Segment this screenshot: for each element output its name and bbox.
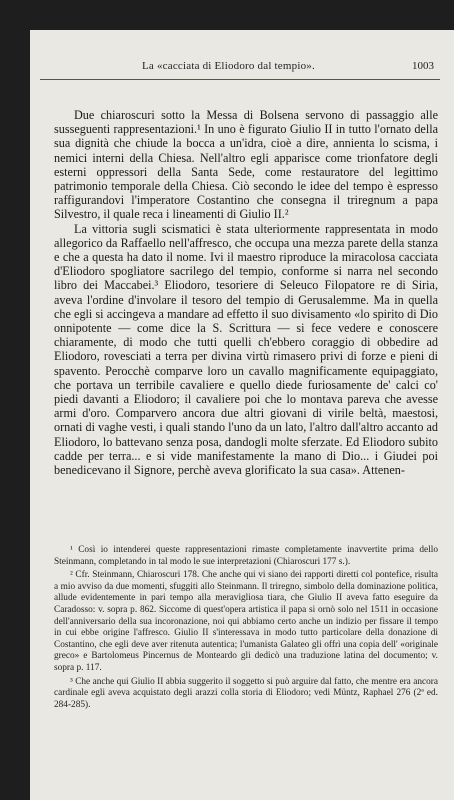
page-number: 1003 bbox=[412, 60, 434, 72]
body-paragraph: Due chiaroscuri sotto la Messa di Bolsena servono di passaggio alle susseguenti rappresentazioni.¹ In uno è figurato Giulio II in tutto l'ornato della sua dignità che chiude la bocca a un'idra, cioè a dire, annienta lo scisma, i nemici interni della Chiesa. Nell'altro egli apparisce come trionfatore degli esterni oppressori della Santa Sede, come restauratore del legittimo patrimonio temporale della Chiesa. Ciò secondo le idee del tempo è espresso raffigurandovi l'imperatore Costantino che consegna il triregnum a papa Silvestro, il quale reca i lineamenti di Giulio II.² bbox=[54, 108, 438, 222]
footnote: ¹ Così io intenderei queste rappresentazioni rimaste completamente inavvertite prima dello Steinmann, completando in tal modo le sue interpretazioni (Chiaroscuri 177 s.). bbox=[54, 545, 438, 567]
footnote: ² Cfr. Steinmann, Chiaroscuri 178. Che anche qui vi siano dei rapporti diretti col pontefice, risulta a mio avviso da due momenti, sfuggiti allo Steinmann. Il triregno, simbolo della dominazione politica, allude evidentemente in pari tempo alla meravigliosa tiara, che Giulio II aveva fatto eseguire da Caradosso: v. sopra p. 862. Siccome di quest'opera artistica il papa si ornò solo nel 1511 in occasione dell'anniversario della sua incoronazione, noi qui abbiamo certo anche un indizio per fissare il tempo in cui ebbe origine l'affresco. Giulio II s'interessava in modo tutto particolare della donazione di Costantino, che egli deve aver ritenuta autentica; l'umanista Galateo gli offrì una copia dell' «originale greco» e Bartolomeus Pincernus de Monteardo gli dedicò una traduzione latina del documento; v. sopra p. 117. bbox=[54, 570, 438, 673]
running-header bbox=[30, 60, 434, 76]
body-paragraph: La vittoria sugli scismatici è stata ulteriormente rappresentata in modo allegorico da Raffaello nell'affresco, che occupa una mezza parete della stanza e che a questa ha dato il nome. Ivi il maestro riproduce la miracolosa cacciata d'Eliodoro spogliatore sacrilego del tempio, conforme si narra nel secondo libro dei Maccabei.³ Eliodoro, tesoriere di Seleuco Filopatore re di Siria, aveva l'ordine d'involare il tesoro del tempio di Gerusalemme. Ma in quella che egli si accingeva a mandare ad effetto il suo divisamento «lo spirito di Dio onnipotente — come dice la S. Scrittura — si fece vedere e conoscere chiaramente, di modo che tutti quelli ch'ebbero coraggio di obbedire ad Eliodoro, rovesciati a terra per divina virtù rimasero privi di forze e pieni di spavento. Perocchè comparve loro un cavallo magnificamente equipaggiato, che portava un terribile cavaliere e quello diede furiosamente de' calci co' piedi davanti a Eliodoro; il cavaliere poi che lo montava pareva che avesse armi d'oro. Comparvero ancora due altri giovani di virile beltà, maestosi, ornati di vaghe vesti, i quali stando l'uno da un lato, l'altro dall'altro accanto ad Eliodoro, lo battevano senza posa, dandogli molte sferzate. Ed Eliodoro subito cadde per terra... e si vide manifestamente la mano di Dio... i Giudei poi benedicevano il Signore, perchè aveva glorificato la sua casa». Attenen- bbox=[54, 221, 438, 478]
footnote: ³ Che anche qui Giulio II abbia suggerito il soggetto si può arguire dal fatto, che mentre era ancora cardinale egli aveva acquistato degli arazzi colla storia di Eliodoro; vedi Müntz, Raphael 276 (2ª ed. 284-285). bbox=[54, 676, 438, 710]
header-rule bbox=[40, 79, 440, 80]
running-title: La «cacciata di Eliodoro dal tempio». bbox=[142, 60, 315, 72]
main-text bbox=[54, 108, 438, 477]
book-page bbox=[30, 30, 454, 800]
footnotes bbox=[54, 545, 438, 713]
